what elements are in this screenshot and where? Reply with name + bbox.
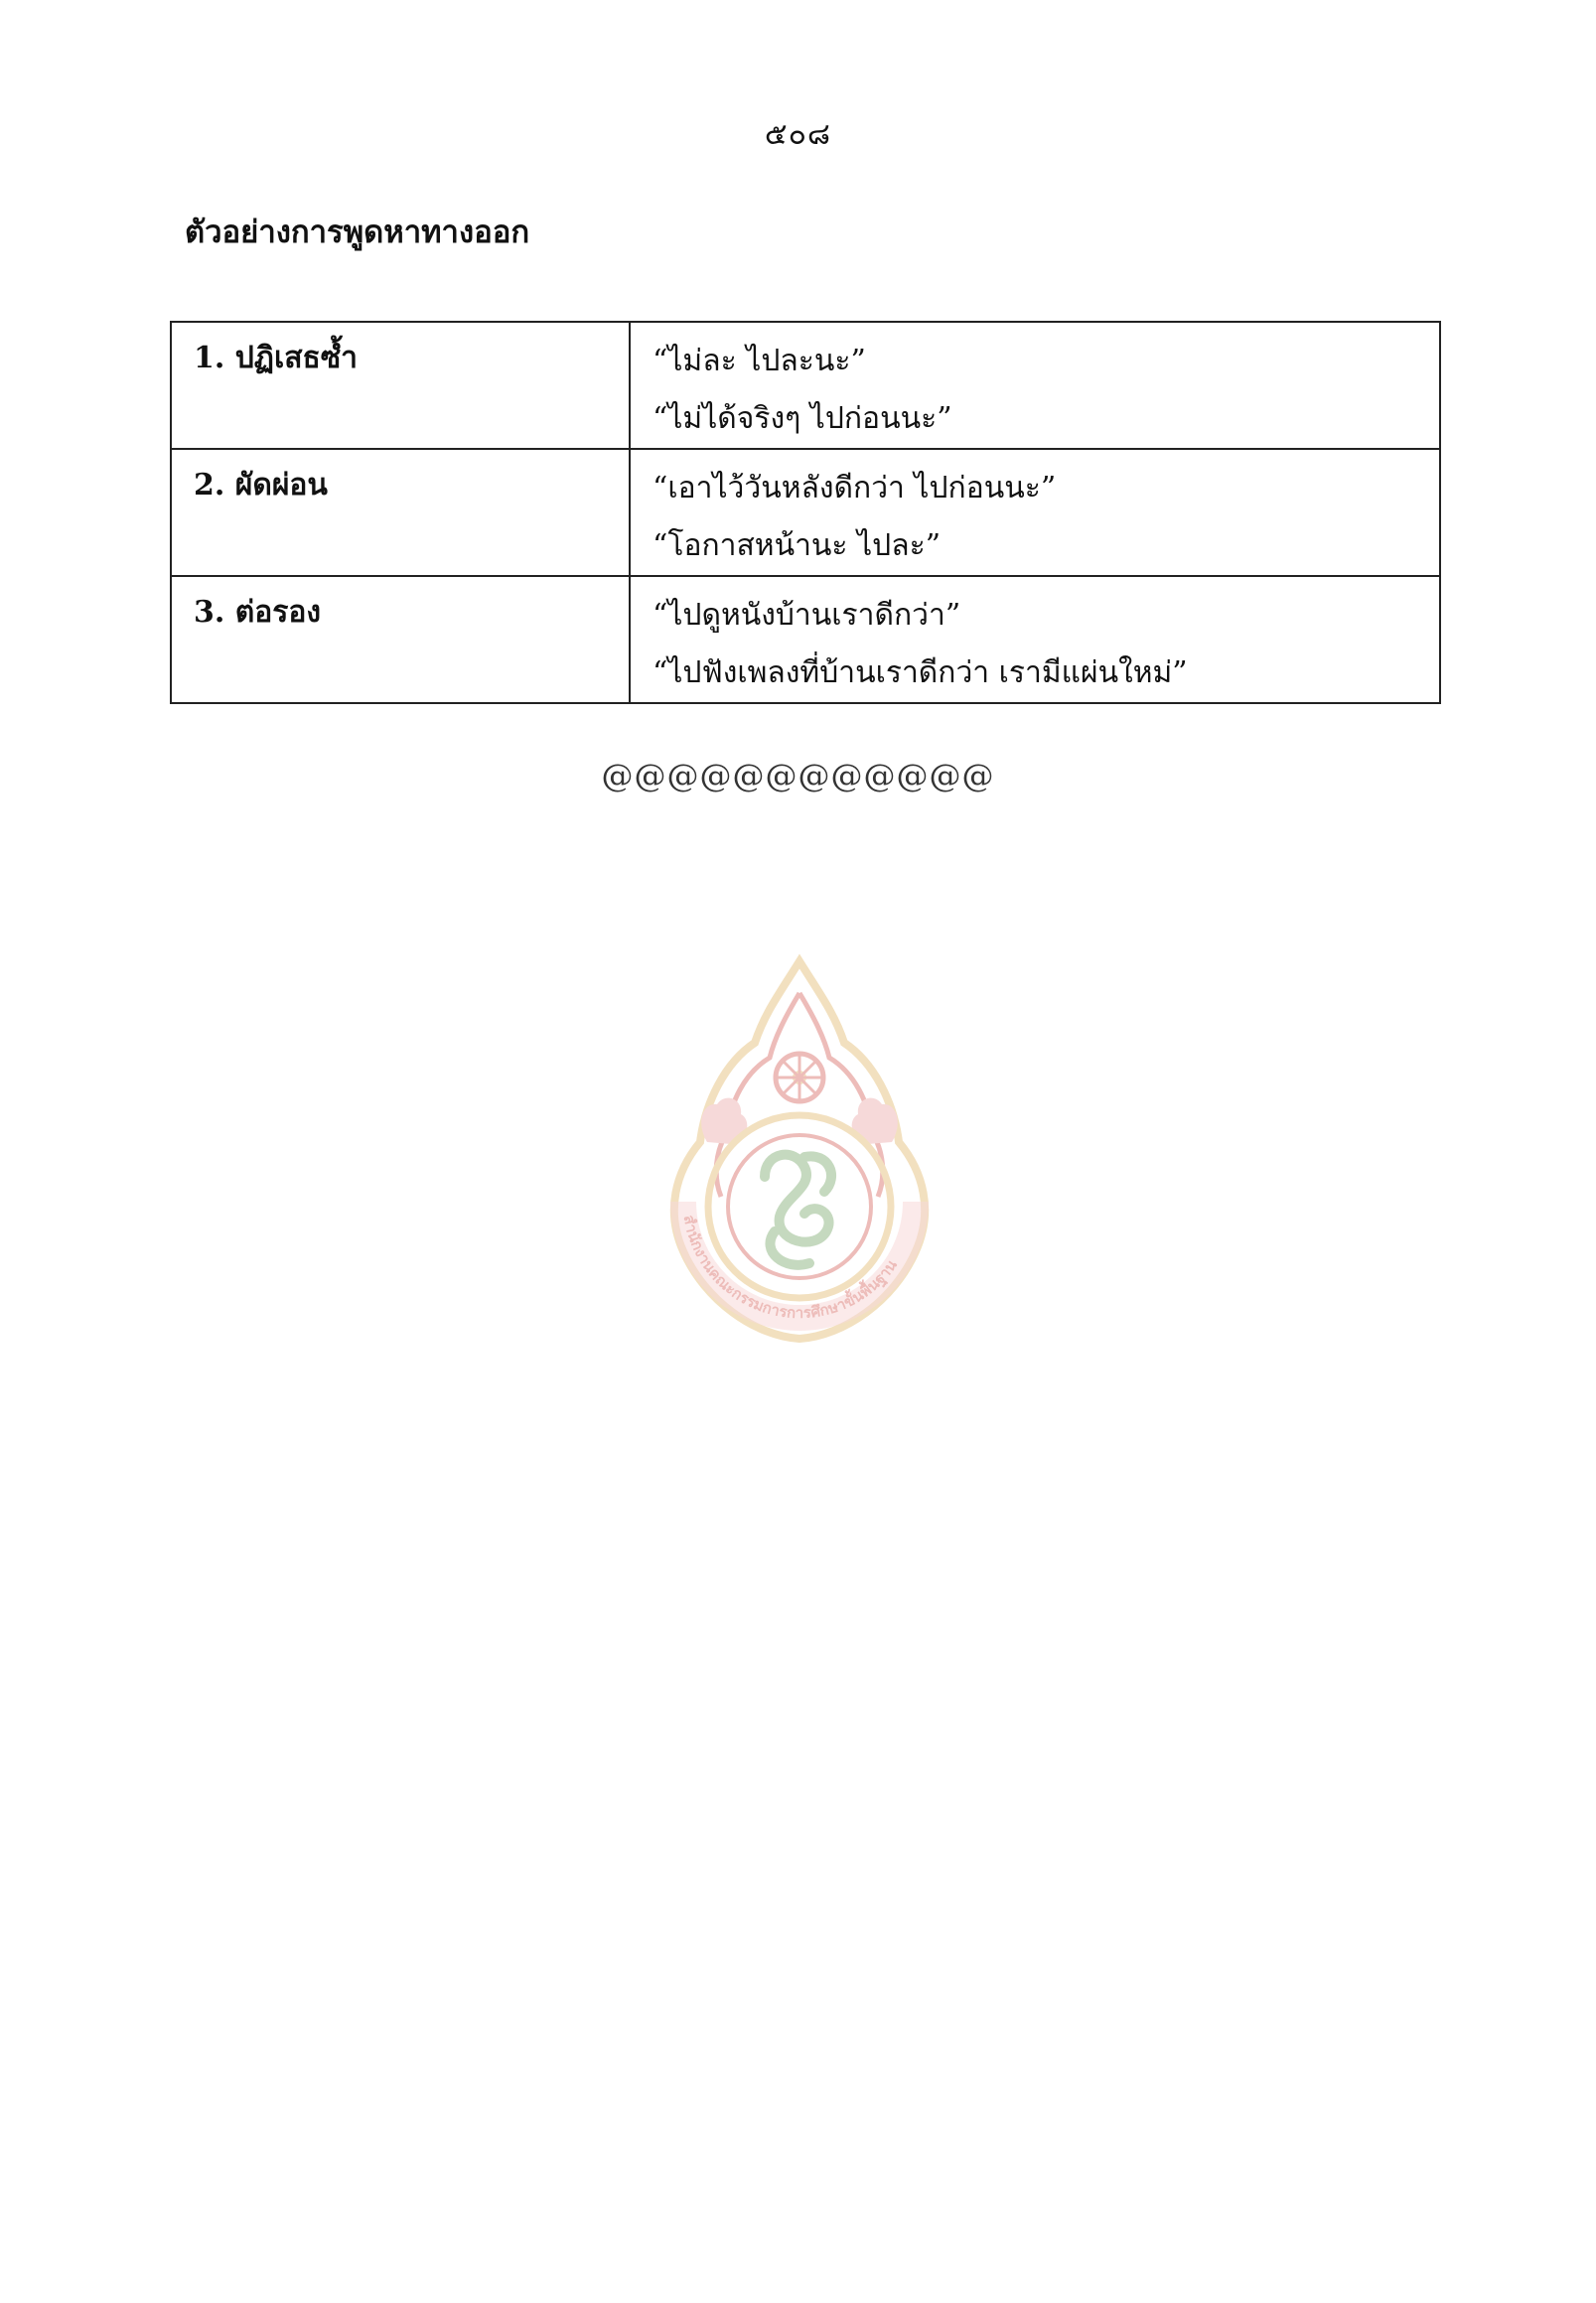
refusal-tactics-table [170,321,1441,704]
table-row [171,449,1440,576]
tactic-cell: 2. ผัดผ่อน [171,449,630,576]
phrase-text: “เอาไว้วันหลังดีกว่า ไปก่อนนะ” [653,471,1057,505]
tactic-cell: 1. ปฏิเสธซ้ำ [171,322,630,449]
phrase-text: “โอกาสหน้านะ ไปละ” [653,528,942,563]
phrases-cell [630,449,1440,576]
phrases-cell [630,576,1440,703]
section-title: ตัวอย่างการพูดหาทางออก [185,215,530,250]
phrase-text: “ไม่ละ ไปละนะ” [653,344,866,378]
phrases-cell [630,322,1440,449]
phrase-text: “ไปฟังเพลงที่บ้านเราดีกว่า เรามีแผ่นใหม่” [653,655,1188,690]
phrase-text: “ไม่ได้จริงๆ ไปก่อนนะ” [653,401,952,436]
emblem-monogram [765,1155,831,1265]
table-row [171,322,1440,449]
emblem-ribbon-text: สำนักงานคณะกรรมการการศึกษาขั้นพื้นฐาน [679,1213,901,1323]
page-number: ๕๐๘ [764,117,832,152]
phrase-text: “ไปดูหนังบ้านเราดีกว่า” [653,598,961,633]
dharma-wheel-spokes [776,1054,823,1101]
table-row [171,576,1440,703]
emblem-medallion [708,1115,891,1298]
tactic-cell: 3. ต่อรอง [171,576,630,703]
end-divider: @@@@@@@@@@@@ [601,757,995,794]
obec-emblem-watermark [655,953,943,1346]
